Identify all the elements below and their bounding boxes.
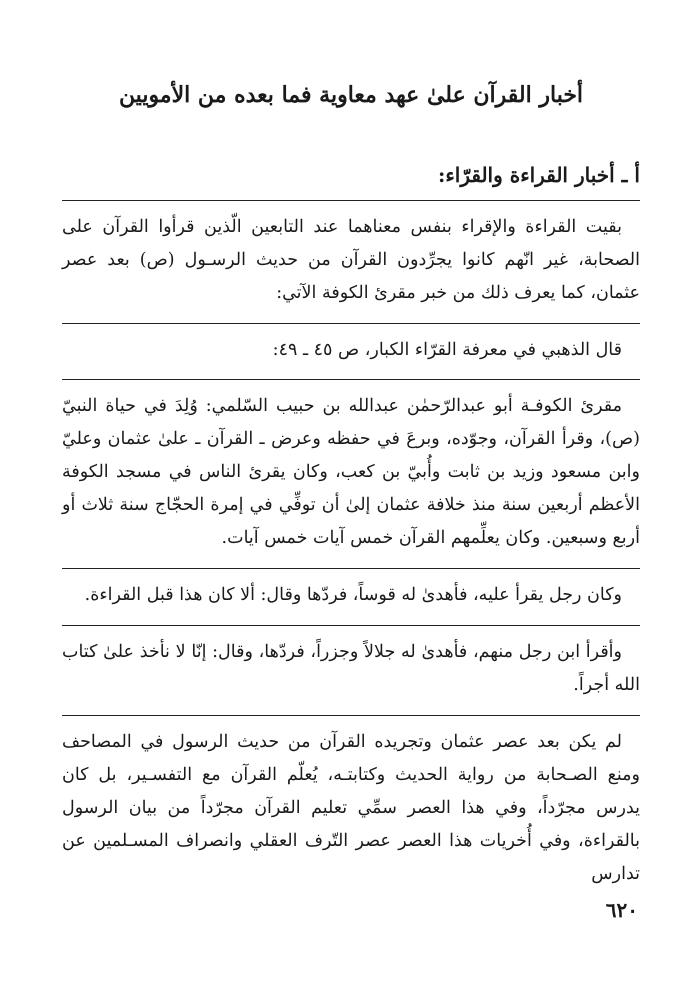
section-heading: أ ـ أخبار القراءة والقرّاء: bbox=[437, 163, 640, 187]
divider bbox=[62, 379, 640, 380]
divider bbox=[62, 715, 640, 716]
divider bbox=[62, 625, 640, 626]
page-number: ٦٢٠ bbox=[605, 898, 638, 922]
divider bbox=[62, 200, 640, 201]
page-title: أخبار القرآن علىٰ عهد معاوية فما بعده من الأمويين bbox=[118, 82, 584, 108]
paragraph-quote-biography: مقرئ الكوفـة أبو عبدالرّحمٰن عبدالله بن حبيب السّلمي: وُلِدَ في حياة النبيّ (ص)، وقرأ القرآن، وجوّده، وبرعَ في حفظه وعرض ـ القرآن ـ علىٰ عثمان وعليّ وابن مسعود وزيد بن ثابت وأُبيّ بن كعب، وكان يقرئ الناس في مسجد الكوفة الأعظم أربعين سنة منذ خلافة عثمان إلىٰ أن توفِّي في إمرة الحجّاج سنة ثلاث أو أربع وسبعين. وكان يعلِّمهم القرآن خمس آيات خمس آيات. bbox=[62, 396, 640, 548]
paragraph-source-citation: قال الذهبي في معرفة القرّاء الكبار، ص ٤٥ ـ ٤٩: bbox=[272, 340, 622, 360]
paragraph-quote-gift: وأقرأ ابن رجل منهم، فأهدىٰ له جلالاً وجزراً، فردّها، وقال: إنّا لا نأخذ علىٰ كتاب الله أجراً. bbox=[62, 642, 640, 695]
document-page bbox=[62, 78, 640, 904]
divider bbox=[62, 568, 640, 569]
paragraph-intro: بقيت القراءة والإقراء بنفس معناهما عند التابعين الّذين قرأوا القرآن على الصحابة، غير انّهم كانوا يجرِّدون القرآن من حديث الرسـول (ص) بعد عصر عثمان، كما يعرف ذلك من خبر مقرئ الكوفة الآتي: bbox=[62, 217, 640, 303]
divider bbox=[62, 323, 640, 324]
paragraph-commentary: لم يكن بعد عصر عثمان وتجريده القرآن من حديث الرسول في المصاحف ومنع الصـحابة من رواية الحديث وكتابتـه، يُعلّم القرآن مع التفسـير، بل كان يدرس مجرّداً، وفي هذا العصر سمِّي تعليم القرآن مجرّداً من بيان الرسول بالقراءة، وفي أُخريات هذا العصر عصر التّرف العقلي وانصراف المسـلمين عن تدارس bbox=[62, 732, 640, 884]
paragraph-quote-bow: وكان رجل يقرأ عليه، فأهدىٰ له قوساً، فردّها وقال: ألا كان هذا قبل القراءة. bbox=[84, 585, 622, 605]
